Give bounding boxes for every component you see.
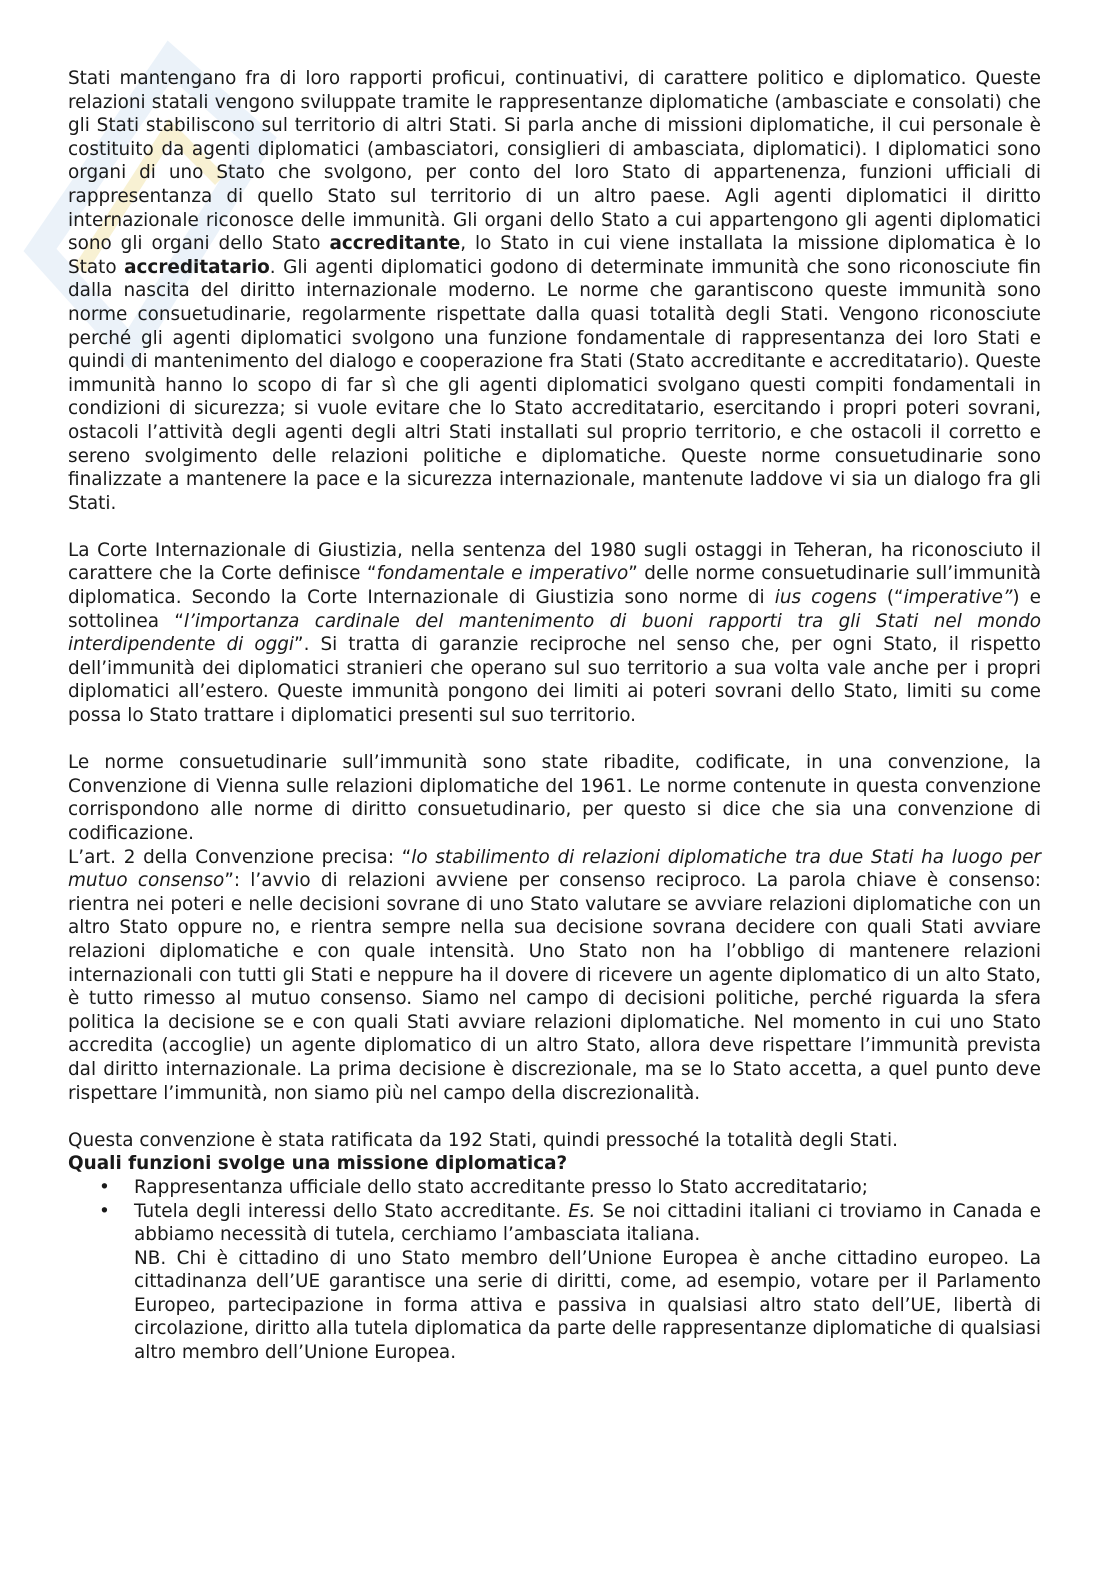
italic-run: ius cogens [774, 587, 877, 609]
text-run: ”: l’avvio di relazioni avviene per consenso reciproco. La parola chiave è consenso: rientra nei poteri e nelle decisioni sovrane di uno Stato valutare se avviare relazioni diplomatiche con un altro Stato oppure no, e rientra sempre nella sua decisione sovrana decidere con quali Stati avviare relazioni diplomatiche e con quale intensità. Uno Stato non ha l’obbligo di mantenere relazioni internazionali con tutti gli Stati e neppure ha il dovere di ricevere un agente diplomatico di un alto Stato, è tutto rimesso al mutuo consenso. Siamo nel campo di decisioni politiche, perché riguarda la sfera politica la decisione se e con quali Stati avviare relazioni diplomatiche. Nel momento in cui uno Stato accredita (accoglie) un agente diplomatico di un altro Stato, allora deve rispettare l’immunità prevista dal diritto internazionale. La prima decisione è discrezionale, ma se lo Stato accetta, a quel punto deve rispettare l’immunità, non siamo più nel campo della discrezionalità. [68, 870, 1041, 1104]
text-run: . Gli agenti diplomatici godono di determinate immunità che sono riconosciute fin dalla nascita del diritto internazionale moderno. Le norme che garantiscono queste immunità sono norme consuetudinarie, regolarmente rispettate dalla quasi totalità degli Stati. Vengono riconosciute perché gli agenti diplomatici svolgono una funzione fondamentale di rappresentanza dei loro Stati e quindi di mantenimento del dialogo e cooperazione fra Stati (Stato accreditante e accreditatario). Queste immunità hanno lo scopo di far sì che gli agenti diplomatici svolgano questi compiti fondamentali in condizioni di sicurezza; si vuole evitare che lo Stato accreditatario, esercitando i propri poteri sovrani, ostacoli l’attività degli agenti degli altri Stati installati sul proprio territorio, e che ostacoli il corretto e sereno svolgimento delle relazioni politiche e diplomatiche. Queste norme consuetudinarie sono finalizzate a mantenere la pace e la sicurezza internazionale, mantenute laddove vi sia un dialogo fra gli Stati. [68, 256, 1041, 514]
list-item [99, 1176, 1041, 1200]
section-heading: Quali funzioni svolge una missione diplomatica? [68, 1153, 568, 1175]
list-item-text [134, 1200, 1041, 1247]
paragraph-art-2 [68, 846, 1041, 1106]
italic-run: lo stabilimento di relazioni diplomatiche tra due Stati ha luogo per mutuo consenso [68, 846, 1041, 892]
list-item [99, 1200, 1041, 1365]
bullet-icon: • [99, 1176, 110, 1198]
document-page [68, 67, 1041, 1365]
text-run: Stati mantengano fra di loro rapporti proficui, continuativi, di carattere politico e diplomatico. Queste relazioni statali vengono sviluppate tramite le rappresentanze diplomatiche (ambasciate e consolati) che gli Stati stabiliscono sul territorio di altri Stati. Si parla anche di missioni diplomatiche, il cui personale è costituito da agenti diplomatici (ambasciatori, consiglieri di ambasciata, diplomatici). I diplomatici sono organi di uno Stato che svolgono, per conto del loro Stato di appartenenza, funzioni ufficiali di rappresentanza di quello Stato sul territorio di un altro paese. Agli agenti diplomatici il diritto internazionale riconosce delle immunità. Gli organi dello Stato a cui appartengono gli agenti diplomatici sono gli organi dello Stato [68, 68, 1041, 255]
text-run: L’art. 2 della Convenzione precisa: “ [68, 846, 412, 868]
italic-run: Es. [568, 1200, 596, 1222]
text-run: ”. Si tratta di garanzie reciproche nel senso che, per ogni Stato, il rispetto dell’immunità dei diplomatici stranieri che operano sul suo territorio a sua volta vale anche per i propri diplomatici all’estero. Queste immunità pongono dei limiti ai poteri sovrani dello Stato, limiti su come possa lo Stato trattare i diplomatici presenti sul suo territorio. [68, 634, 1041, 727]
text-run: ” delle norme consuetudinarie sull’immunità diplomatica. Secondo la Corte Internazionale di Giustizia sono norme di [68, 563, 1041, 609]
text-run: (“ [876, 587, 904, 609]
list-item-note: NB. Chi è cittadino di uno Stato membro dell’Unione Europea è anche cittadino europeo. La cittadinanza dell’UE garantisce una serie di diritti, come, ad esempio, votare per il Parlamento Europeo, partecipazione in forma attiva e passiva in qualsiasi altro stato dell’UE, libertà di circolazione, diritto alla tutela diplomatica da parte delle rappresentanze diplomatiche di qualsiasi altro membro dell’Unione Europea. [134, 1247, 1041, 1364]
paragraph-convenzione-vienna: Le norme consuetudinarie sull’immunità sono state ribadite, codificate, in una convenzione, la Convenzione di Vienna sulle relazioni diplomatiche del 1961. Le norme contenute in questa convenzione corrispondono alle norme di diritto consuetudinario, per questo si dice che sia una convenzione di codificazione. [68, 752, 1041, 844]
paragraph-immunita [68, 67, 1041, 515]
bullet-icon: • [99, 1200, 110, 1222]
text-run: La Corte Internazionale di Giustizia, nella sentenza del 1980 sugli ostaggi in Teheran, ha riconosciuto il carattere che la Corte definisce “ [68, 539, 1041, 585]
text-run: ) e sottolinea “ [68, 587, 1041, 632]
bold-term-accreditatario: accreditatario [124, 256, 270, 278]
bold-term-accreditante: accreditante [329, 233, 461, 255]
text-run: , lo Stato in cui viene installata la missione diplomatica è lo Stato [68, 233, 1042, 278]
bullet-list [68, 1176, 1041, 1365]
italic-run: imperative” [903, 587, 1013, 609]
italic-run: fondamentale e imperativo [376, 563, 629, 585]
italic-run: l’importanza cardinale del mantenimento di buoni rapporti tra gli Stati nel mondo interdipendente di oggi [68, 610, 1041, 656]
text-run: Tutela degli interessi dello Stato accreditante. [134, 1200, 569, 1222]
list-item-text: Rappresentanza ufficiale dello stato accreditante presso lo Stato accreditatario; [134, 1176, 868, 1198]
paragraph-corte-internazionale [68, 539, 1041, 728]
text-run: Se noi cittadini italiani ci troviamo in Canada e abbiamo necessità di tutela, cerchiamo l’ambasciata italiana. [134, 1200, 1041, 1246]
paragraph-ratifica: Questa convenzione è stata ratificata da 192 Stati, quindi pressoché la totalità degli Stati. [68, 1129, 898, 1151]
